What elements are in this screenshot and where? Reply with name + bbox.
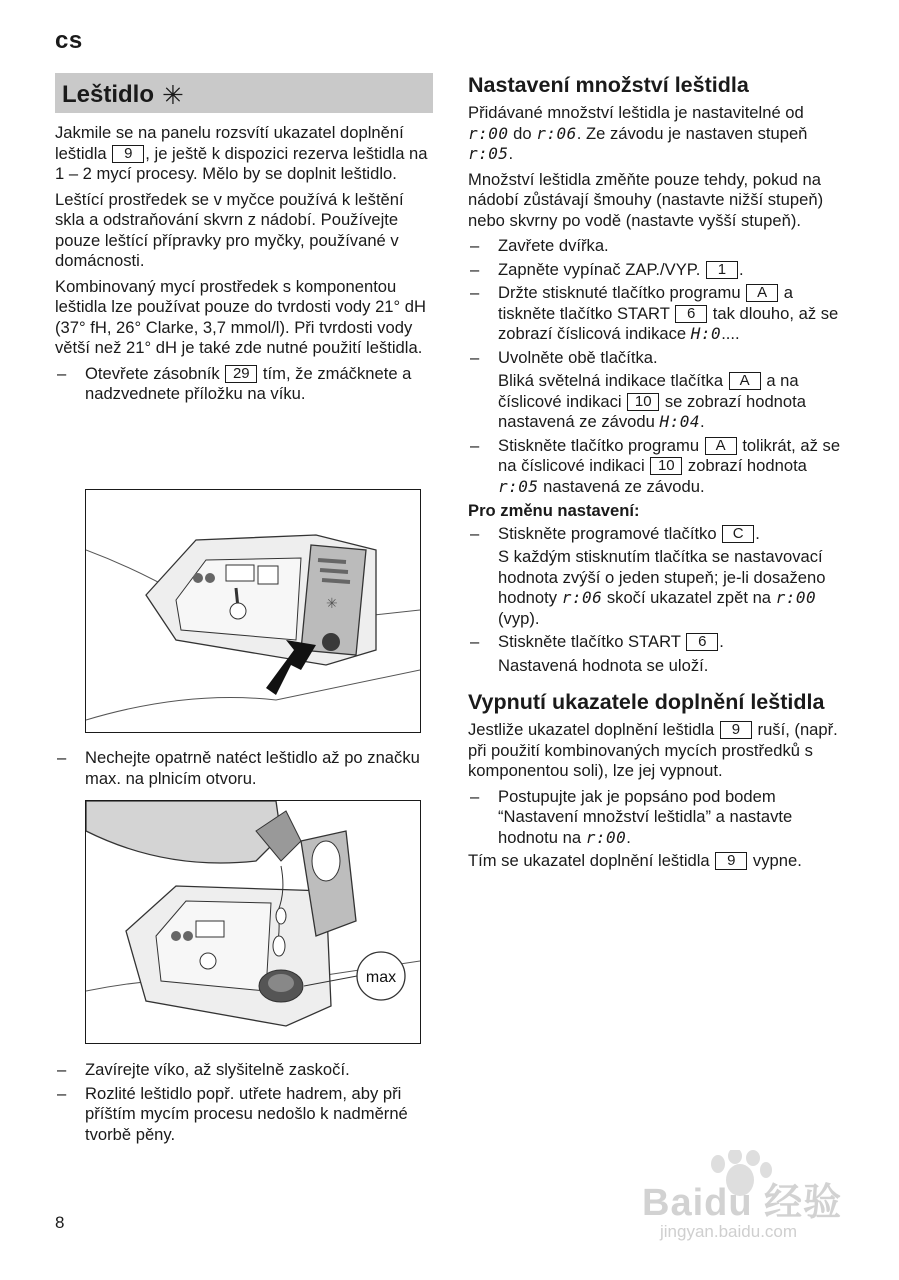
section-title-bar — [55, 73, 433, 113]
figure-open-dispenser — [85, 489, 421, 733]
text: tím, že zmáčknete a nadzvednete příložku na víku. — [85, 363, 412, 403]
heading-disable-indicator: Vypnutí ukazatele doplnění leštidla — [468, 690, 825, 714]
text: a na číslicové indikaci — [498, 371, 799, 411]
text: doplnění leštidla — [55, 123, 404, 163]
right-column — [468, 73, 848, 877]
paragraph-combined-detergent: Kombinovaný mycí prostředek s komponentou leštidla lze používat pouze do tvrdosti vody 21° dH (37° fH, 26° Clarke, 3,7 mmol/l). Při tvrdosti vody větší než 21° dH je také zde nutné použití leštidla. — [55, 276, 426, 357]
step-press-c — [468, 524, 848, 545]
ref-box: 9 — [112, 145, 144, 163]
text: Tím se ukazatel doplnění leštidla — [468, 851, 710, 870]
step-switch-on — [468, 260, 848, 281]
step-pour-rinse-aid: – Nechejte opatrně natéct leštidlo až po značku max. na plnicím otvoru. — [55, 748, 433, 789]
text: Stiskněte programové tlačítko — [498, 523, 717, 543]
text: , je ještě k dispozici rezerva leštidla na 1 – 2 mycí procesy. Mělo by se doplnit leštidlo. — [55, 143, 428, 183]
left-column-end — [55, 1060, 433, 1148]
text: tolikrát, až se na číslicové indikaci — [498, 435, 841, 475]
left-column-continued — [55, 748, 433, 792]
step-release-note — [468, 371, 848, 433]
text: Držte stisknuté tlačítko programu — [498, 283, 741, 302]
step-press-start — [468, 632, 848, 653]
text: tak dlouho, až se zobrazí číslicová indikace — [498, 303, 839, 343]
display-value: r:05 — [468, 144, 509, 163]
display-value: H:0 — [690, 324, 722, 343]
text: vypne. — [752, 851, 802, 870]
text: nastavená ze závodu. — [543, 476, 705, 496]
figure-pour-rinse-aid — [85, 800, 421, 1044]
display-value: r:00 — [585, 827, 627, 847]
ref-box: 29 — [225, 365, 257, 383]
text: do — [513, 123, 532, 143]
step-open-dispenser — [55, 364, 433, 405]
text: .... — [721, 324, 740, 343]
text: . — [508, 144, 514, 163]
step-close-lid: – Zavírejte víko, až slyšitelně zaskočí. — [55, 1060, 433, 1081]
pouring-illustration — [86, 801, 420, 1043]
dispenser-illustration — [86, 490, 420, 732]
text: S každým stisknutím tlačítka se nastavovací hodnota zvýší o jeden stupeň; je-li dosaženo hodnoty — [498, 547, 826, 607]
text: Zapněte vypínač ZAP./VYP. — [498, 259, 701, 279]
paragraph-when-to-change: Množství leštidla změňte pouze tehdy, pokud na nádobí zůstávají šmouhy (nastavte nižší stupeň) nebo skvrny po vodě (nastavte vyšší stupeň). — [468, 169, 824, 230]
display-value: r:06 — [561, 588, 603, 607]
text: Přidávané množství leštidla je nastavitelné od — [468, 103, 804, 122]
page-number: 8 — [55, 1213, 65, 1232]
text: . Ze závodu je nastaven stupeň — [576, 123, 808, 143]
paragraph-disable-reason — [468, 720, 848, 782]
step-close-door: – Zavřete dvířka. — [468, 236, 848, 257]
text: Jakmile se na panelu rozsvítí ukazatel — [55, 123, 336, 142]
ref-box: 1 — [706, 261, 738, 279]
svg-text:✳: ✳ — [326, 596, 338, 612]
text: Bliká světelná indikace tlačítka — [498, 371, 724, 390]
ref-box: A — [729, 372, 761, 390]
watermark-url: jingyan.baidu.com — [660, 1222, 798, 1241]
text: . — [755, 523, 760, 543]
text: Stiskněte tlačítko programu — [498, 435, 700, 455]
paragraph-refill-indicator — [55, 123, 433, 185]
ref-box: C — [722, 525, 754, 543]
ref-box: 6 — [675, 305, 707, 323]
sun-icon: ✳ — [162, 80, 184, 110]
text: . — [719, 632, 724, 651]
step-press-program-repeatedly — [468, 436, 848, 498]
display-value: r:00 — [775, 588, 817, 607]
heading-change-setting: Pro změnu nastavení: — [468, 501, 640, 520]
left-column — [55, 73, 433, 408]
language-code: cs — [55, 27, 83, 54]
display-value: r:06 — [536, 123, 577, 143]
watermark-text: Baidu 经验 — [642, 1182, 843, 1224]
paragraph-indicator-off — [468, 851, 848, 872]
text: (vyp). — [498, 608, 540, 628]
ref-box: 9 — [715, 852, 747, 870]
ref-box: A — [746, 284, 778, 302]
text: . — [738, 259, 744, 279]
text: ruší, (např. při použití kombinovaných mycích prostředků s komponentou soli), lze jej vypnout. — [468, 720, 838, 780]
text: a tiskněte tlačítko START — [498, 283, 794, 323]
text: se zobrazí hodnota nastavená ze závodu — [498, 391, 806, 431]
heading-set-amount: Nastavení množství leštidla — [468, 73, 749, 97]
step-press-start-note: Nastavená hodnota se uloží. — [498, 655, 709, 675]
step-press-c-note — [468, 547, 848, 629]
ref-box: 9 — [720, 721, 752, 739]
display-value: r:00 — [468, 123, 509, 143]
text: Otevřete zásobník — [85, 363, 220, 383]
section-title: Leštidlo — [62, 80, 155, 108]
step-hold-program — [468, 283, 848, 345]
ref-box: A — [705, 437, 737, 455]
step-release-buttons: – Uvolněte obě tlačítka. — [468, 348, 848, 369]
text: zobrazí hodnota — [687, 456, 807, 475]
display-value: r:05 — [498, 476, 539, 496]
ref-box: 10 — [627, 393, 659, 411]
max-label: max — [365, 969, 397, 986]
ref-box: 10 — [650, 457, 682, 475]
paragraph-rinse-aid-use: Leštící prostředek se v myčce používá k leštění skla a odstraňování skvrn z nádobí. Používejte pouze leštící přípravky pro myčky, používané v domácnosti. — [55, 189, 404, 270]
step-set-to-zero — [468, 787, 848, 849]
text: Stiskněte tlačítko START — [498, 632, 681, 651]
text: skočí ukazatel zpět na — [606, 588, 772, 607]
text: . — [626, 827, 631, 847]
display-value: H:04 — [659, 412, 700, 431]
ref-box: 6 — [686, 633, 718, 651]
text: Jestliže ukazatel doplnění leštidla — [468, 720, 715, 739]
text: Postupujte jak je popsáno pod bodem “Nastavení množství leštidla” a nastavte hodnotu na — [498, 786, 793, 847]
text: . — [700, 412, 705, 431]
step-wipe-spill: – Rozlité leštidlo popř. utřete hadrem, aby při příštím mycím procesu nedošlo k nadměrné tvorbě pěny. — [55, 1084, 433, 1146]
paragraph-adjustable-range — [468, 103, 848, 165]
